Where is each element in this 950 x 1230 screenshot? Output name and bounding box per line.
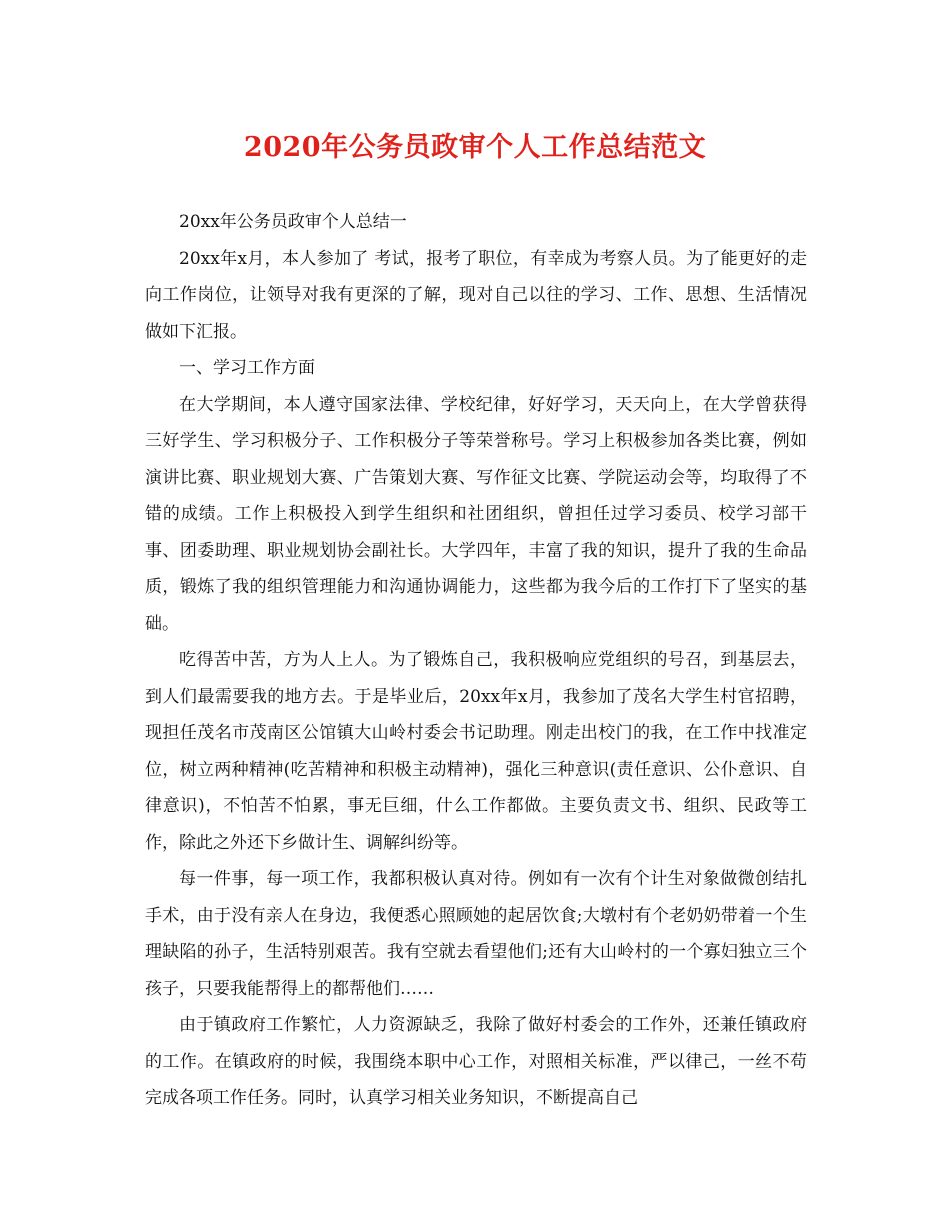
paragraph-section-heading: 20xx年公务员政审个人总结一 [179, 212, 407, 232]
paragraph-village-official: 吃得苦中苦，方为人上人。为了锻炼自己，我积极响应党组织的号召，到基层去，到人们最需要我的地方去。于是毕业后，20xx年x月，我参加了茂名大学生村官招聘，现担任茂名市茂南区公馆镇大山岭村委会书记助理。刚走出校门的我，在工作中找准定位，树立两种精神(吃苦精神和积极主动精神)，强化三种意识(责任意识、公仆意识、自律意识)，不怕苦不怕累，事无巨细，什么工作都做。主要负责文书、组织、民政等工作，除此之外还下乡做计生、调解纠纷等。 [145, 650, 807, 853]
document-body [145, 204, 807, 1117]
paragraph-every-task: 每一件事，每一项工作，我都积极认真对待。例如有一次有个计生对象做微创结扎手术，由于没有亲人在身边，我便悉心照顾她的起居饮食;大墩村有个老奶奶带着一个生理缺陷的孙子，生活特别艰苦。我有空就去看望他们;还有大山岭村的一个寡妇独立三个孩子，只要我能帮得上的都帮他们…… [145, 869, 807, 999]
paragraph-town-government: 由于镇政府工作繁忙，人力资源缺乏，我除了做好村委会的工作外，还兼任镇政府的工作。在镇政府的时候，我围绕本职中心工作，对照相关标准，严以律己，一丝不苟完成各项工作任务。同时，认真学习相关业务知识，不断提高自己 [145, 1015, 807, 1108]
paragraph-intro: 20xx年x月，本人参加了 考试，报考了职位，有幸成为考察人员。为了能更好的走向工作岗位，让领导对我有更深的了解，现对自己以往的学习、工作、思想、生活情况做如下汇报。 [145, 248, 807, 342]
paragraph-subheading-study-work: 一、学习工作方面 [179, 358, 315, 378]
paragraph-university: 在大学期间，本人遵守国家法律、学校纪律，好好学习，天天向上，在大学曾获得三好学生、学习积极分子、工作积极分子等荣誉称号。学习上积极参加各类比赛，例如演讲比赛、职业规划大赛、广告策划大赛、写作征文比赛、学院运动会等，均取得了不错的成绩。工作上积极投入到学生组织和社团组织，曾担任过学习委员、校学习部干事、团委助理、职业规划协会副社长。大学四年，丰富了我的知识，提升了我的生命品质，锻炼了我的组织管理能力和沟通协调能力，这些都为我今后的工作打下了坚实的基础。 [145, 394, 807, 634]
document-title: 2020年公务员政审个人工作总结范文 [243, 132, 707, 163]
